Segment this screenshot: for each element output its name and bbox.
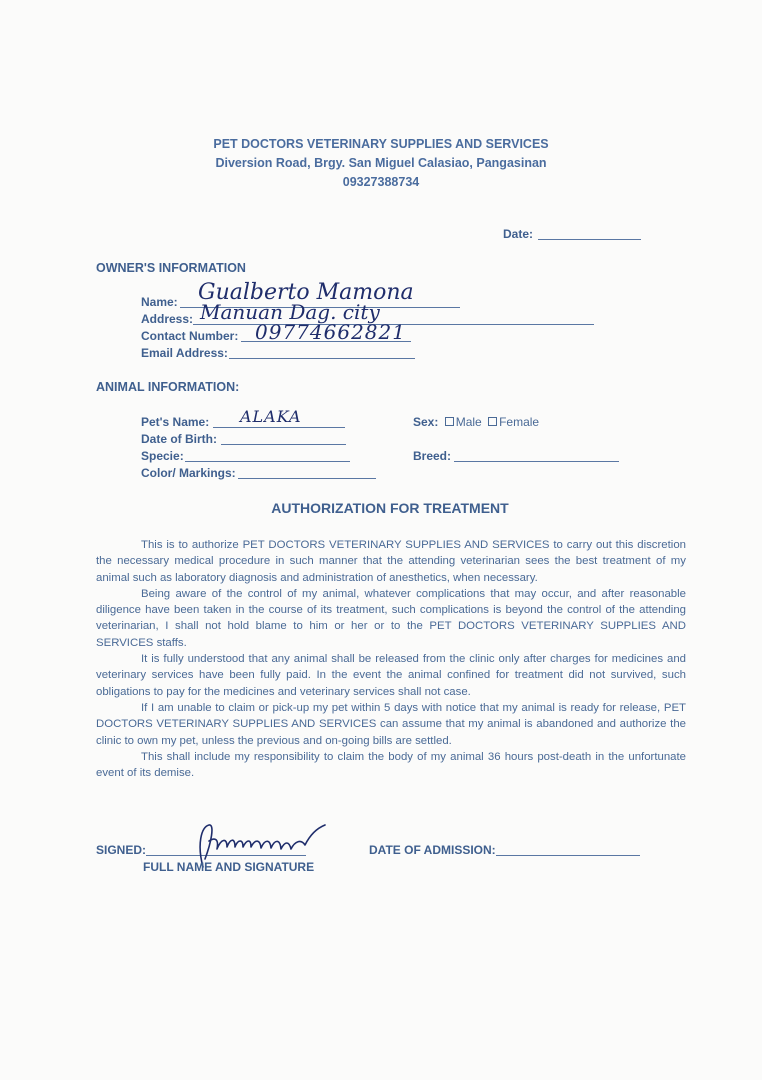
authorization-paragraph-1: This is to authorize PET DOCTORS VETERINARY SUPPLIES AND SERVICES to carry out this discretion the necessary medical procedure in such manner that the attending veterinarian sees the best treatment of my animal such as laboratory diagnosis and administration of anesthetics, when necessary.: [96, 539, 686, 584]
owner-email-line[interactable]: [229, 358, 415, 359]
owner-contact-handwritten: 09774662821: [255, 320, 406, 344]
sex-label: Sex:: [413, 415, 439, 429]
admission-date-label: DATE OF ADMISSION:: [369, 843, 496, 857]
specie-label: Specie:: [141, 449, 184, 463]
authorization-title: AUTHORIZATION FOR TREATMENT: [271, 500, 509, 516]
owner-name-handwritten: Gualberto Mamona: [198, 280, 414, 305]
animal-section-heading: ANIMAL INFORMATION:: [96, 380, 240, 394]
dob-line[interactable]: [221, 444, 346, 445]
authorization-body: [96, 537, 686, 781]
authorization-paragraph-2: Being aware of the control of my animal, whatever complications that may occur, and after reasonable diligence have been taken in the course of its treatment, such complications is beyond the control of the attending veterinarian, I shall not hold blame to him or her or to the PET DOCTORS VETERINARY SUPPLIES AND SERVICES staffs.: [96, 587, 686, 649]
owner-contact-label: Contact Number:: [141, 329, 239, 343]
owner-section-heading: OWNER'S INFORMATION: [96, 261, 246, 275]
authorization-paragraph-3: It is fully understood that any animal shall be released from the clinic only after charges for medicines and veterinary services have been fully paid. In the event the animal confined for treatment did not survived, such obligations to pay for the medicines and veterinary services shall not case.: [96, 653, 686, 698]
pet-name-label: Pet's Name:: [141, 415, 210, 429]
color-markings-label: Color/ Markings:: [141, 466, 236, 480]
sex-option-male[interactable]: Male: [442, 415, 482, 429]
clinic-name: PET DOCTORS VETERINARY SUPPLIES AND SERVICES: [213, 137, 549, 151]
sex-field: [413, 415, 539, 429]
authorization-paragraph-5: This shall include my responsibility to claim the body of my animal 36 hours post-death in the unfortunate event of its demise.: [96, 750, 686, 780]
clinic-address: Diversion Road, Brgy. San Miguel Calasiao, Pangasinan: [215, 156, 547, 170]
specie-line[interactable]: [185, 461, 350, 462]
pet-name-line[interactable]: [213, 427, 345, 428]
authorization-paragraph-4: If I am unable to claim or pick-up my pet within 5 days with notice that my animal is ready for release, PET DOCTORS VETERINARY SUPPLIES AND SERVICES can assume that my animal is abandoned and authorize the clinic to own my pet, unless the previous and on-going bills are settled.: [96, 701, 686, 747]
dob-label: Date of Birth:: [141, 432, 217, 446]
owner-name-label: Name:: [141, 295, 178, 309]
owner-address-label: Address:: [141, 312, 194, 326]
breed-label: Breed:: [413, 449, 452, 463]
admission-date-line[interactable]: [496, 855, 640, 856]
signature-caption: FULL NAME AND SIGNATURE: [143, 860, 315, 874]
clinic-phone: 09327388734: [342, 175, 420, 189]
female-checkbox-icon[interactable]: [488, 417, 497, 426]
male-checkbox-icon[interactable]: [445, 417, 454, 426]
color-markings-line[interactable]: [238, 478, 376, 479]
pet-name-handwritten: ALAKA: [240, 407, 302, 426]
owner-address-handwritten: Manuan Dag. city: [200, 300, 380, 324]
signed-label: SIGNED:: [96, 843, 147, 857]
date-field-line[interactable]: [538, 239, 641, 240]
breed-line[interactable]: [454, 461, 619, 462]
sex-option-female[interactable]: Female: [485, 415, 539, 429]
owner-email-label: Email Address:: [141, 346, 228, 360]
date-label: Date:: [503, 227, 534, 241]
